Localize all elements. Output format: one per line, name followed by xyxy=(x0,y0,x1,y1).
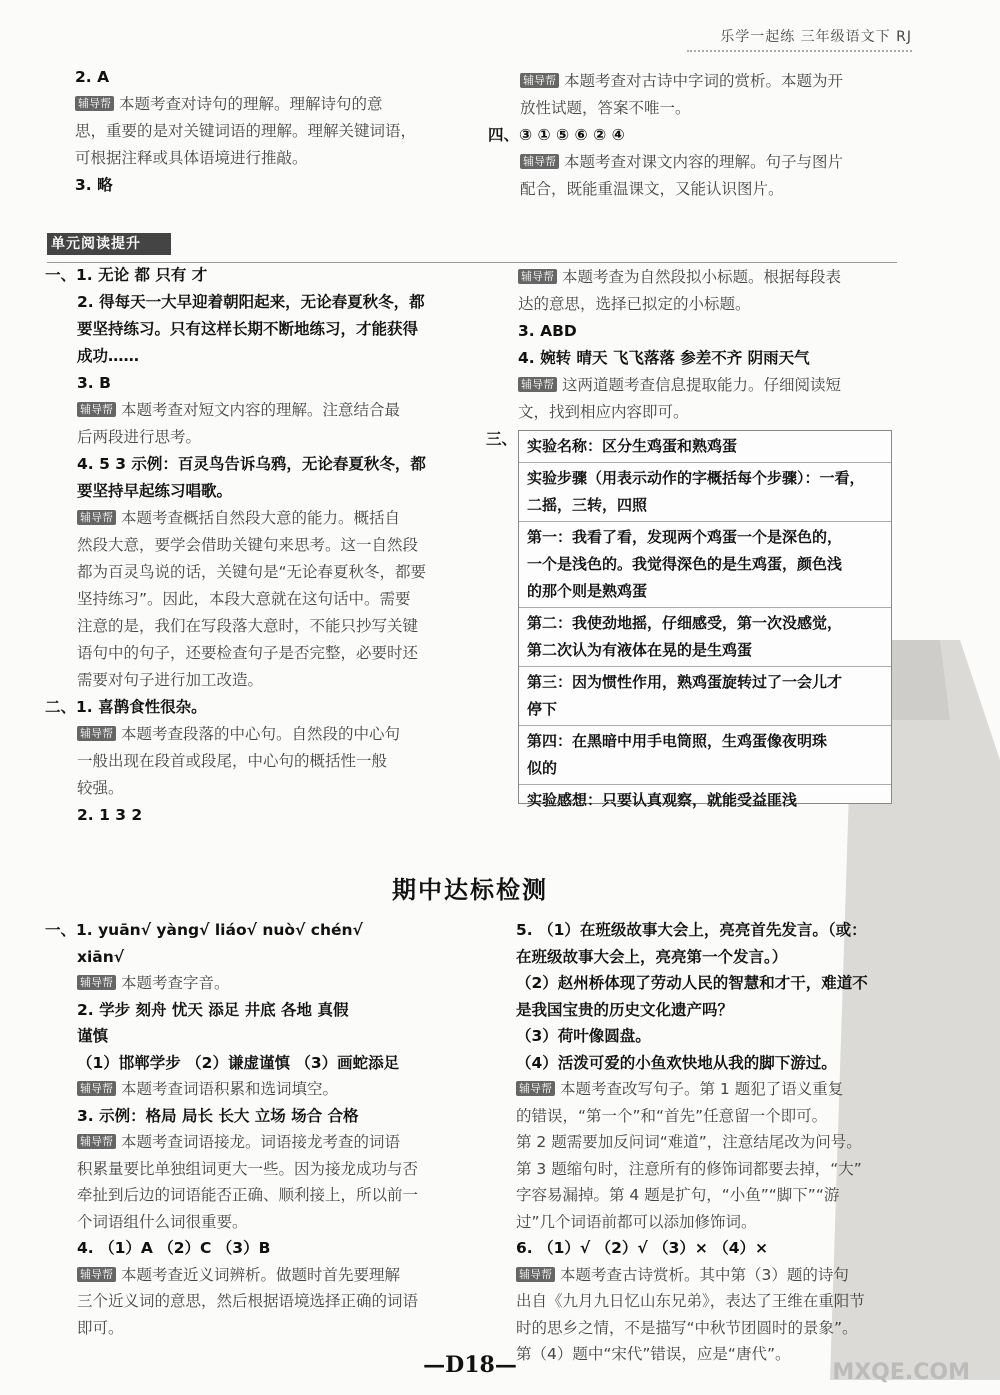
experiment-line: 停下 xyxy=(527,700,558,718)
answer-1-3: 3. B xyxy=(77,374,111,392)
answer-1-4: 4. 5 3 示例：百灵鸟告诉乌鸦，无论春夏秋冬，都 xyxy=(77,455,426,473)
help-text: 达的意思，选择已拟定的小标题。 xyxy=(518,295,751,313)
top-right-column xyxy=(488,68,903,203)
exam-answer-1-4: 4. （1）A （2）C （3）B xyxy=(77,1239,271,1257)
exam-answer-1-2b: （1）邯郸学步 （2）谦虚谨慎 （3）画蛇添足 xyxy=(77,1053,400,1072)
exam-left-column xyxy=(45,917,465,1341)
help-text: 语句中的句子，还要检查句子是否完整，必要时还 xyxy=(77,644,419,662)
helper-badge: 辅导帮 xyxy=(77,726,116,741)
answer-1-2: 成功…… xyxy=(77,347,140,365)
help-text: 出自《九月九日忆山东兄弟》，表达了王维在重阳节 xyxy=(516,1292,865,1310)
helper-badge: 辅导帮 xyxy=(77,510,116,525)
help-text: 字容易漏掉。第 4 题是扩句，“小鱼”“脚下”“游 xyxy=(516,1186,840,1204)
help-text: 本题考查对课文内容的理解。句子与图片 xyxy=(564,153,844,171)
experiment-line: 二摇，三转，四照 xyxy=(527,496,648,514)
watermark-logo: MXQE.COM xyxy=(832,1360,970,1385)
experiment-line: 的那个则是熟鸡蛋 xyxy=(527,582,648,600)
experiment-row xyxy=(519,667,891,726)
helper-badge: 辅导帮 xyxy=(520,73,559,88)
page-number: —D18— xyxy=(423,1352,517,1378)
help-text: 三个近义词的意思，然后根据语境选择正确的词语 xyxy=(77,1292,419,1310)
answer-1-2: 2. 得每天一大早迎着朝阳起来，无论春夏秋冬，都 xyxy=(77,293,425,311)
helper-badge: 辅导帮 xyxy=(518,377,557,392)
help-text: 过”几个词语前都可以添加修饰词。 xyxy=(516,1212,757,1231)
help-text: 即可。 xyxy=(77,1318,124,1337)
help-text: 本题考查概括自然段大意的能力。概括自 xyxy=(121,509,401,527)
top-left-column xyxy=(75,64,460,199)
help-text: 后两段进行思考。 xyxy=(77,428,202,446)
help-text: 需要对句子进行加工改造。 xyxy=(77,671,264,689)
unit-right-column xyxy=(518,264,903,426)
helper-badge: 辅导帮 xyxy=(75,96,114,111)
help-text: 牵扯到后边的词语能否正确、顺利接上，所以前一 xyxy=(77,1186,419,1204)
helper-badge: 辅导帮 xyxy=(77,975,116,990)
exam-title: 期中达标检测 xyxy=(392,875,548,904)
experiment-line: 第四：在黑暗中用手电筒照，生鸡蛋像夜明珠 xyxy=(527,732,828,750)
help-text: 可根据注释或具体语境进行推敲。 xyxy=(75,149,308,167)
experiment-line: 似的 xyxy=(527,759,558,777)
help-text: 个词语组什么词很重要。 xyxy=(77,1212,248,1231)
exam-answer-5: 是我国宝贵的历史文化遗产吗？ xyxy=(516,1000,734,1019)
experiment-line: 实验步骤（用表示动作的字概括每个步骤）：一看， xyxy=(527,469,865,487)
help-text: 积累量要比单独组词更大一些。因为接龙成功与否 xyxy=(77,1159,419,1178)
help-text: 本题考查对短文内容的理解。注意结合最 xyxy=(121,401,401,419)
answer-3: 3. 略 xyxy=(75,176,113,194)
answer-1-2: 要坚持练习。只有这样长期不断地练习，才能获得 xyxy=(77,320,419,338)
help-text: 本题考查词语积累和选词填空。 xyxy=(121,1080,339,1098)
help-text: 较强。 xyxy=(77,779,124,797)
answer-2-2: 2. 1 3 2 xyxy=(77,806,143,824)
exam-answer-1-2: 谨慎 xyxy=(77,1027,109,1045)
helper-badge: 辅导帮 xyxy=(518,269,557,284)
experiment-line: 实验名称：区分生鸡蛋和熟鸡蛋 xyxy=(527,437,738,455)
help-text: 注意的是，我们在写段落大意时，不能只抄写关键 xyxy=(77,617,419,635)
helper-badge: 辅导帮 xyxy=(516,1267,555,1282)
help-text: 思，重要的是对关键词语的理解。理解关键词语， xyxy=(75,122,417,140)
answer-2-1: 二、1. 喜鹊食性很杂。 xyxy=(45,698,207,716)
exam-answer-5: （4）活泼可爱的小鱼欢快地从我的脚下游过。 xyxy=(516,1053,837,1072)
experiment-row xyxy=(519,431,891,463)
helper-badge: 辅导帮 xyxy=(77,1081,116,1096)
header-divider xyxy=(687,50,912,52)
help-text: 一般出现在段首或段尾，中心句的概括性一般 xyxy=(77,752,388,770)
header-title: 乐学一起练 三年级语文下 RJ xyxy=(720,29,912,45)
experiment-row xyxy=(519,522,891,608)
unit-left-column xyxy=(45,262,465,829)
help-text: 第（4）题中“宋代”错误，应是“唐代”。 xyxy=(516,1345,791,1363)
experiment-line: 实验感想：只要认真观察，就能受益匪浅 xyxy=(527,791,798,809)
experiment-line: 第二次认为有液体在晃的是生鸡蛋 xyxy=(527,641,753,659)
help-text: 第 2 题需要加反问词“难道”，注意结尾改为问号。 xyxy=(516,1133,862,1151)
section-title: 单元阅读提升 xyxy=(47,233,171,255)
helper-badge: 辅导帮 xyxy=(520,154,559,169)
help-text: 本题考查对诗句的理解。理解诗句的意 xyxy=(119,95,383,113)
exam-answer-1-1: xiān√ xyxy=(77,947,125,966)
exam-answer-5: （3）荷叶像圆盘。 xyxy=(516,1027,651,1045)
answer-1-4-right: 4. 婉转 晴天 飞飞落落 参差不齐 阴雨天气 xyxy=(518,349,810,367)
helper-badge: 辅导帮 xyxy=(77,1134,116,1149)
answer-1-1: 一、1. 无论 都 只有 才 xyxy=(45,266,208,284)
help-text: 本题考查对古诗中字词的赏析。本题为开 xyxy=(564,72,844,90)
experiment-row xyxy=(519,785,891,816)
experiment-row xyxy=(519,608,891,667)
help-text: 的错误，“第一个”和“首先”任意留一个即可。 xyxy=(516,1106,828,1125)
answer-1-3-right: 3. ABD xyxy=(518,322,577,340)
help-text: 都为百灵鸟说的话，关键句是“无论春夏秋冬，都要 xyxy=(77,563,427,581)
help-text: 配合，既能重温课文，又能认识图片。 xyxy=(520,180,784,198)
experiment-row xyxy=(519,463,891,522)
experiment-line: 一个是浅色的。我觉得深色的是生鸡蛋，颜色浅 xyxy=(527,555,843,573)
help-text: 然段大意，要学会借助关键句来思考。这一自然段 xyxy=(77,536,419,554)
help-text: 这两道题考查信息提取能力。仔细阅读短 xyxy=(562,376,842,394)
answer-2: 2. A xyxy=(75,68,110,86)
exam-answer-1-2: 2. 学步 刻舟 忧天 添足 井底 各地 真假 xyxy=(77,1000,349,1019)
experiment-line: 第二：我使劲地摇，仔细感受，第一次没感觉， xyxy=(527,614,843,632)
help-text: 本题考查古诗赏析。其中第（3）题的诗句 xyxy=(560,1265,849,1284)
helper-badge: 辅导帮 xyxy=(516,1081,555,1096)
section-3-label: 三、 xyxy=(486,430,518,448)
exam-answer-1-3: 3. 示例：格局 局长 长大 立场 场合 合格 xyxy=(77,1106,359,1125)
exam-answer-1-1: 一、1. yuān√ yàng√ liáo√ nuò√ chén√ xyxy=(45,921,363,939)
exam-answer-5: 在班级故事大会上，亮亮第一个发言。） xyxy=(516,947,788,966)
help-text: 本题考查为自然段拟小标题。根据每段表 xyxy=(562,268,842,286)
help-text: 第 3 题缩句时，注意所有的修饰词都要去掉，“大” xyxy=(516,1159,862,1178)
exam-answer-5: 5. （1）在班级故事大会上，亮亮首先发言。（或： xyxy=(516,921,867,939)
experiment-row xyxy=(519,726,891,785)
help-text: 文，找到相应内容即可。 xyxy=(518,403,689,421)
help-text: 坚持练习”。因此，本段大意就在这句话中。需要 xyxy=(77,590,411,608)
help-text: 本题考查近义词辨析。做题时首先要理解 xyxy=(121,1265,401,1284)
help-text: 放性试题，答案不唯一。 xyxy=(520,99,691,117)
help-text: 本题考查段落的中心句。自然段的中心句 xyxy=(121,725,401,743)
experiment-line: 第一：我看了看，发现两个鸡蛋一个是深色的， xyxy=(527,528,843,546)
helper-badge: 辅导帮 xyxy=(77,402,116,417)
helper-badge: 辅导帮 xyxy=(77,1267,116,1282)
answer-section-4: 四、③ ① ⑤ ⑥ ② ④ xyxy=(488,126,625,144)
experiment-line: 第三：因为惯性作用，熟鸡蛋旋转过了一会儿才 xyxy=(527,673,843,691)
exam-right-column xyxy=(516,917,906,1368)
help-text: 本题考查字音。 xyxy=(121,974,230,992)
exam-answer-5: （2）赵州桥体现了劳动人民的智慧和才干，难道不 xyxy=(516,974,868,992)
help-text: 本题考查改写句子。第 1 题犯了语义重复 xyxy=(560,1080,844,1098)
answer-1-4: 要坚持早起练习唱歌。 xyxy=(77,482,233,500)
help-text: 时的思乡之情，不是描写“中秋节团圆时的景象”。 xyxy=(516,1318,858,1337)
help-text: 本题考查词语接龙。词语接龙考查的词语 xyxy=(121,1133,401,1151)
exam-answer-6: 6. （1）√ （2）√ （3）× （4）× xyxy=(516,1239,769,1257)
experiment-box xyxy=(518,430,892,809)
